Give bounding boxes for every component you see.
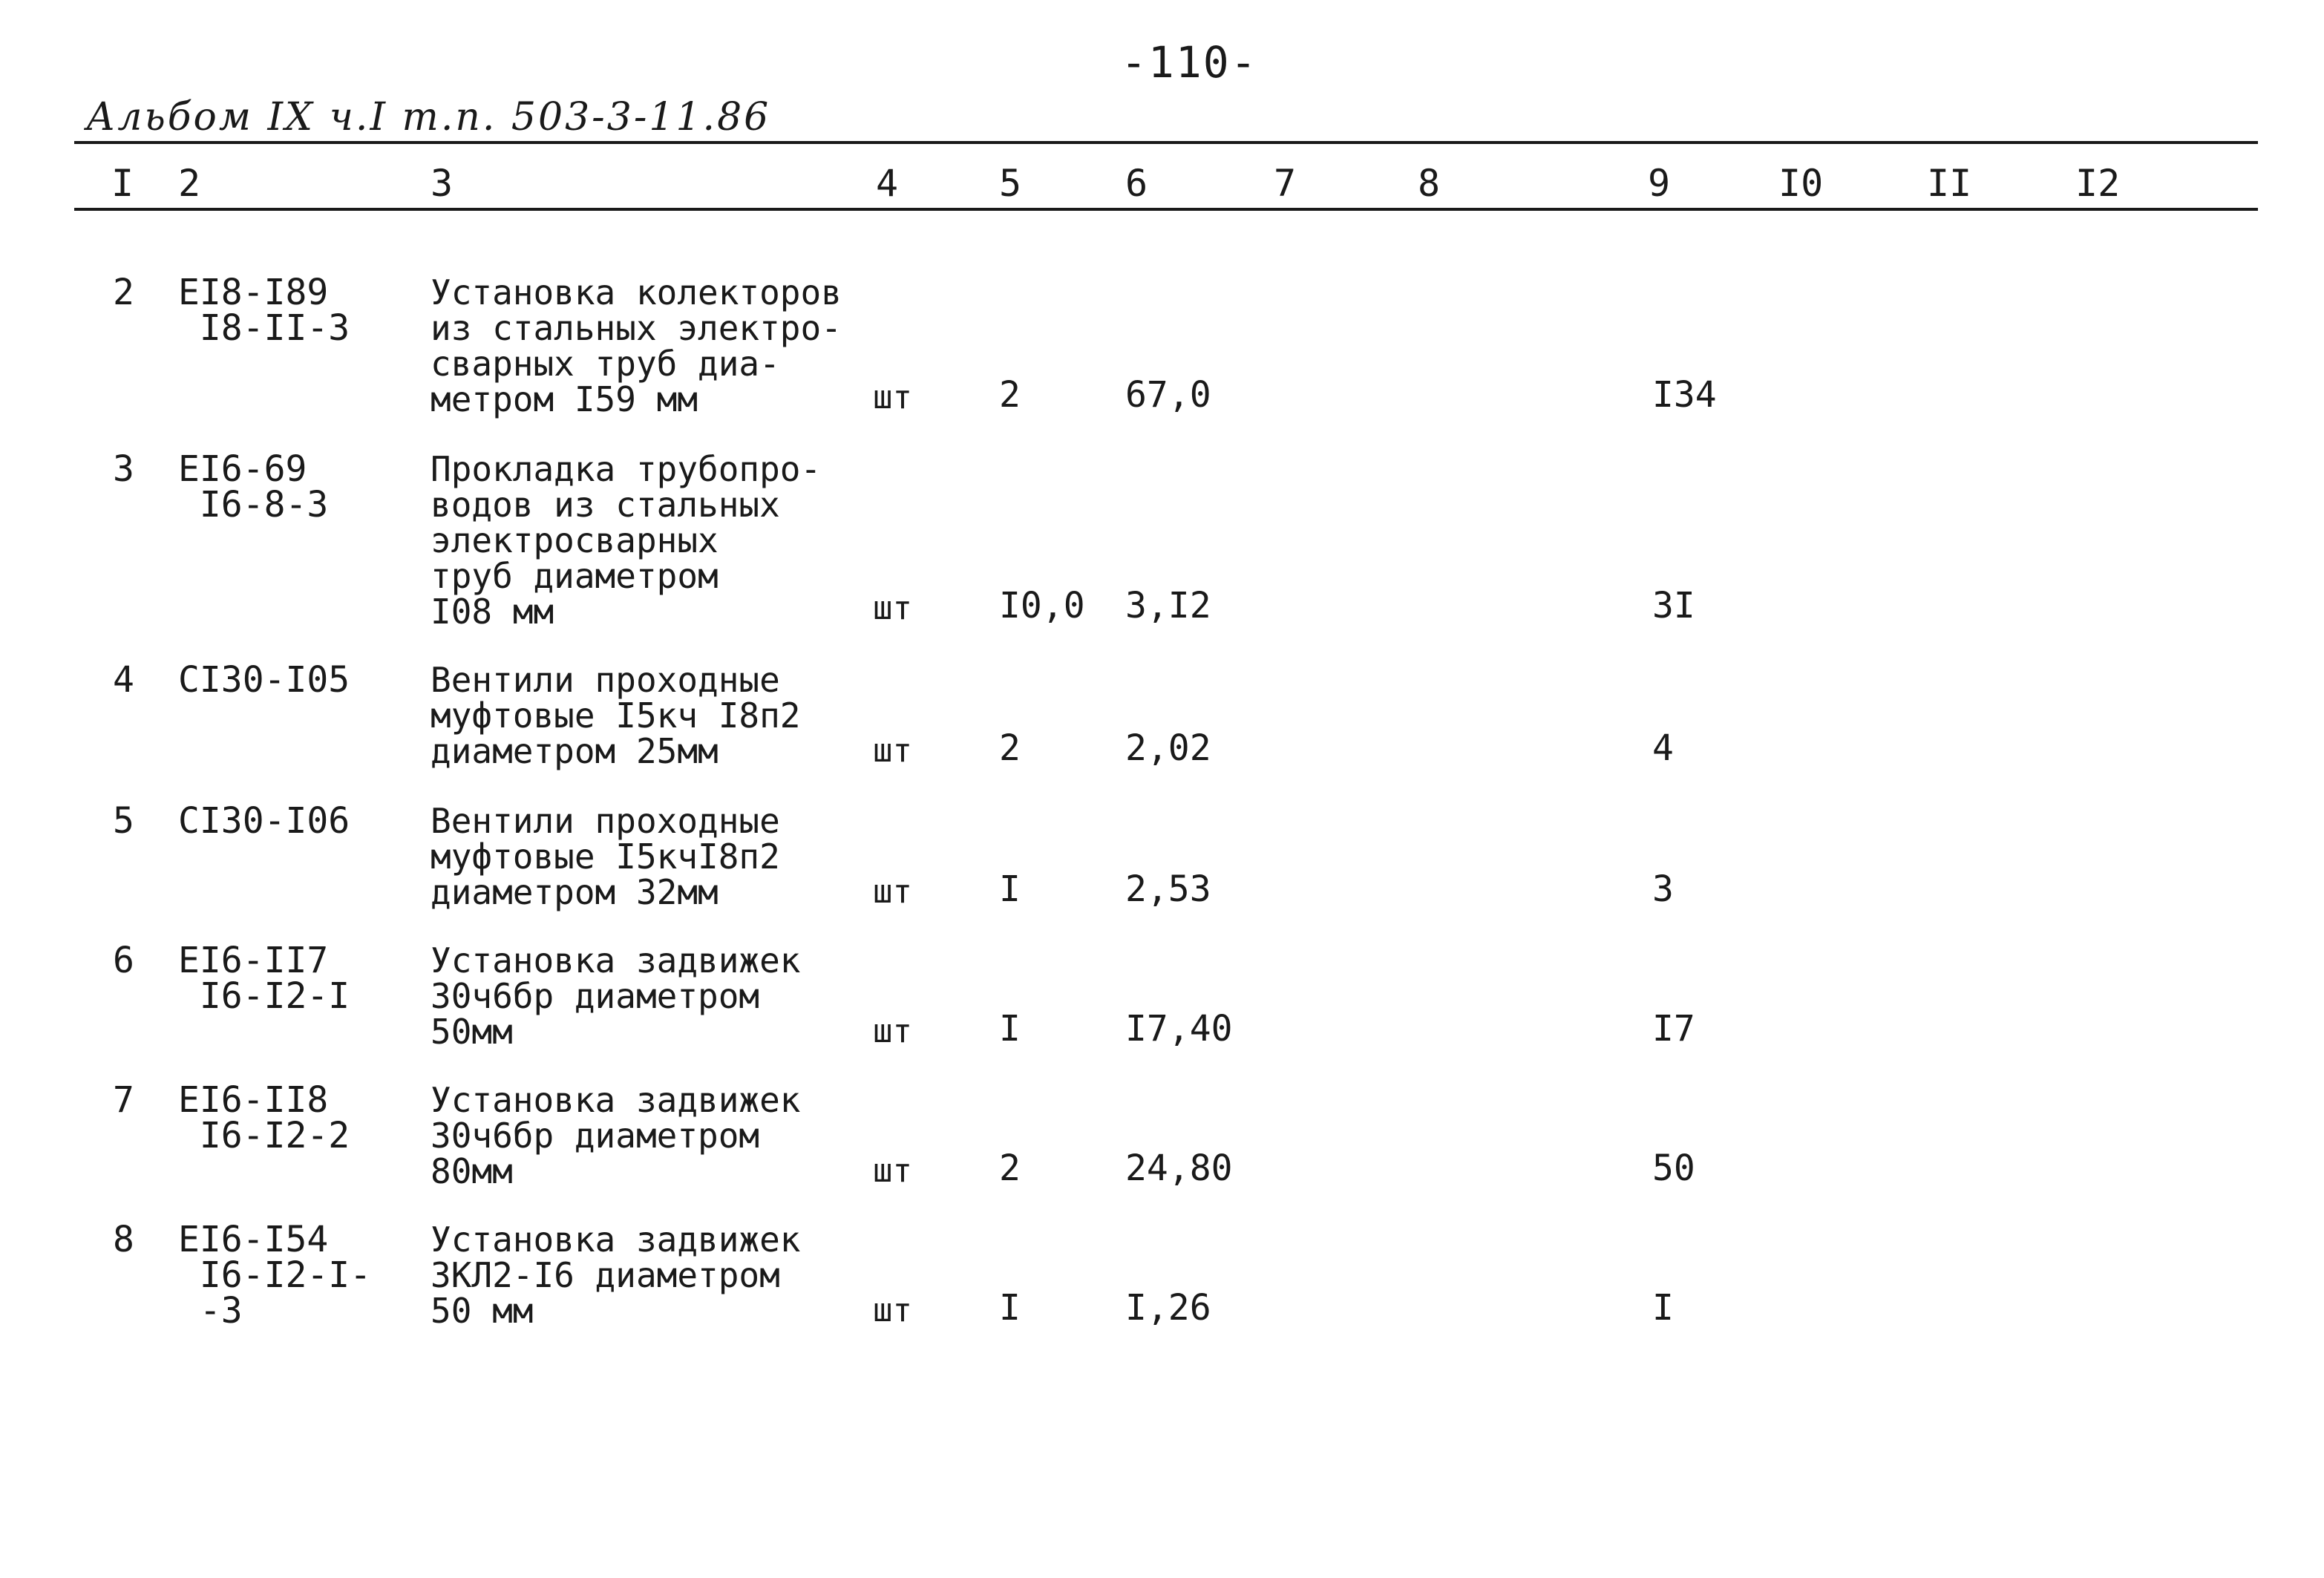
row-total: I7 xyxy=(1652,1008,1695,1050)
col-header-10: I0 xyxy=(1778,162,1824,205)
row-number: 3 xyxy=(113,448,134,490)
row-unit: шт xyxy=(873,1012,912,1050)
row-quantity: I xyxy=(999,868,1021,910)
row-price: I7,40 xyxy=(1125,1008,1233,1050)
row-code: EI6-I54 I6-I2-I- -3 xyxy=(178,1219,372,1332)
row-description: Установка колекторов из стальных электро- сварных труб диа- метром I59 мм xyxy=(431,272,842,419)
row-code: CI30-I06 xyxy=(178,800,350,842)
row-number: 2 xyxy=(113,272,134,313)
col-header-5: 5 xyxy=(999,162,1022,205)
row-unit: шт xyxy=(873,732,912,770)
row-description: Вентили проходные муфтовые I5кч I8п2 диаметром 25мм xyxy=(431,660,801,771)
row-quantity: 2 xyxy=(999,727,1021,769)
row-number: 8 xyxy=(113,1219,134,1260)
col-header-8: 8 xyxy=(1418,162,1441,205)
row-code: EI6-II8 I6-I2-2 xyxy=(178,1079,350,1156)
row-quantity: I xyxy=(999,1008,1021,1050)
row-unit: шт xyxy=(873,379,912,416)
row-number: 6 xyxy=(113,940,134,981)
row-quantity: 2 xyxy=(999,1148,1021,1189)
row-number: 5 xyxy=(113,800,134,842)
col-header-7: 7 xyxy=(1274,162,1297,205)
top-rule xyxy=(74,141,2258,144)
row-price: 24,80 xyxy=(1125,1148,1233,1189)
col-header-2: 2 xyxy=(178,162,201,205)
col-header-3: 3 xyxy=(431,162,454,205)
col-header-12: I2 xyxy=(2075,162,2121,205)
row-total: 3 xyxy=(1652,868,1674,910)
row-price: 2,53 xyxy=(1125,868,1211,910)
col-header-4: 4 xyxy=(876,162,899,205)
row-total: I34 xyxy=(1652,374,1717,416)
row-price: 67,0 xyxy=(1125,374,1211,416)
header-rule xyxy=(74,208,2258,211)
page-number: -110- xyxy=(1121,37,1258,88)
row-quantity: 2 xyxy=(999,374,1021,416)
row-price: I,26 xyxy=(1125,1287,1211,1329)
row-description: Прокладка трубопро- водов из стальных электросварных труб диаметром I08 мм xyxy=(431,449,822,632)
row-price: 2,02 xyxy=(1125,727,1211,769)
row-description: Установка задвижек 30ч6бр диаметром 50мм xyxy=(431,940,801,1052)
col-header-1: I xyxy=(111,162,134,205)
row-unit: шт xyxy=(873,589,912,627)
col-header-11: II xyxy=(1927,162,1972,205)
row-description: Установка задвижек 30ч6бр диаметром 80мм xyxy=(431,1080,801,1191)
col-header-9: 9 xyxy=(1648,162,1671,205)
row-quantity: I xyxy=(999,1287,1021,1329)
row-number: 7 xyxy=(113,1079,134,1121)
row-unit: шт xyxy=(873,1291,912,1329)
row-total: I xyxy=(1652,1287,1674,1329)
album-reference: Альбом IX ч.I т.п. 503-3-11.86 xyxy=(86,95,771,140)
row-total: 50 xyxy=(1652,1148,1695,1189)
row-code: EI6-II7 I6-I2-I xyxy=(178,940,350,1017)
row-quantity: I0,0 xyxy=(999,585,1085,626)
row-unit: шт xyxy=(873,873,912,911)
row-number: 4 xyxy=(113,659,134,701)
row-description: Вентили проходные муфтовые I5кчI8п2 диаметром 32мм xyxy=(431,801,780,912)
row-total: 4 xyxy=(1652,727,1674,769)
row-code: CI30-I05 xyxy=(178,659,350,701)
row-description: Установка задвижек 3КЛ2-I6 диаметром 50 мм xyxy=(431,1219,801,1331)
row-code: EI6-69 I6-8-3 xyxy=(178,448,329,526)
col-header-6: 6 xyxy=(1125,162,1148,205)
row-total: 3I xyxy=(1652,585,1695,626)
row-price: 3,I2 xyxy=(1125,585,1211,626)
row-code: EI8-I89 I8-II-3 xyxy=(178,272,350,349)
row-unit: шт xyxy=(873,1152,912,1190)
